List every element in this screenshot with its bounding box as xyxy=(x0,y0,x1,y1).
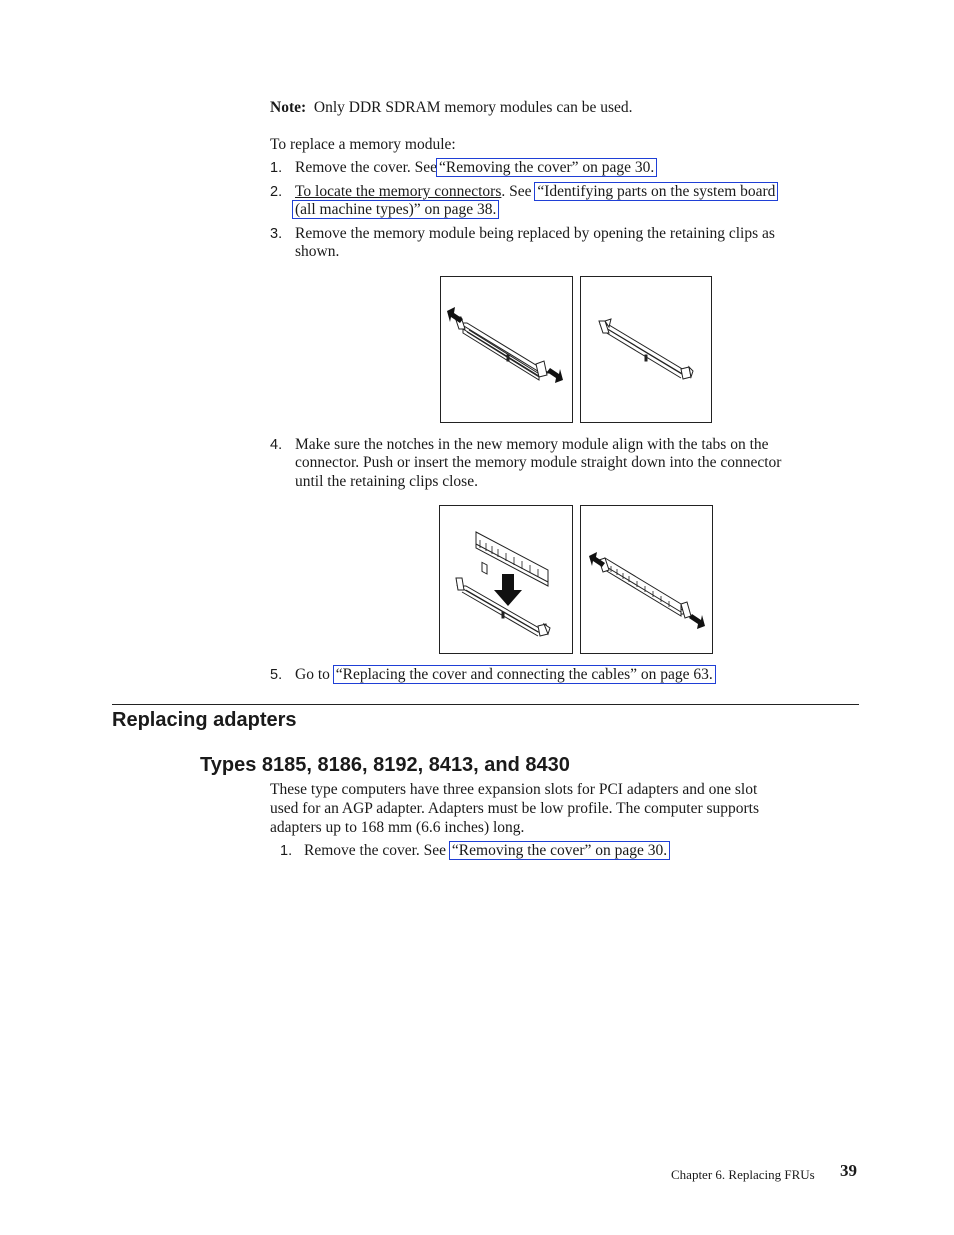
figure-open-clips-right xyxy=(580,276,712,423)
memory-module-seated-illustration xyxy=(581,506,712,653)
footer-chapter: Chapter 6. Replacing FRUs xyxy=(671,1167,815,1182)
adapter-removing-cover-link[interactable]: “Removing the cover” on page 30. xyxy=(451,842,668,859)
step-1-text: Remove the cover. See xyxy=(295,159,438,176)
adapters-paragraph-line1: These type computers have three expansion slots for PCI adapters and one slot xyxy=(270,781,758,798)
figure-insert-module-right xyxy=(580,505,713,654)
figure-insert-module-left xyxy=(439,505,573,654)
intro-text: To replace a memory module: xyxy=(270,136,456,153)
replacing-cover-link[interactable]: “Replacing the cover and connecting the cables” on page 63. xyxy=(335,666,713,683)
step-3-line1: Remove the memory module being replaced by opening the retaining clips as xyxy=(295,225,775,242)
step-2-link-continued xyxy=(293,201,498,219)
step-2 xyxy=(295,183,777,201)
memory-module-insert-illustration xyxy=(440,506,572,653)
step-2-number: 2. xyxy=(270,184,283,200)
adapter-step-1-text: Remove the cover. See xyxy=(304,842,447,859)
step-4-line1: Make sure the notches in the new memory module align with the tabs on the xyxy=(295,436,769,453)
adapter-step-1-number: 1. xyxy=(280,843,293,859)
step-4-line3: until the retaining clips close. xyxy=(295,473,478,490)
page-number: 39 xyxy=(840,1161,857,1180)
step-2-text-after: . See xyxy=(501,183,532,200)
step-5 xyxy=(295,666,715,684)
step-3-line2: shown. xyxy=(295,243,340,260)
step-4-line2: connector. Push or insert the memory module straight down into the connector xyxy=(295,454,782,471)
adapter-step-1 xyxy=(304,842,669,860)
removing-cover-link[interactable]: “Removing the cover” on page 30. xyxy=(439,159,655,176)
step-2-text: To locate the memory connectors xyxy=(295,183,502,200)
figure-open-clips-left xyxy=(440,276,573,423)
note xyxy=(270,99,633,117)
memory-connector-clips-open-illustration xyxy=(581,277,711,422)
identifying-parts-link-line2[interactable]: (all machine types)” on page 38. xyxy=(295,201,497,218)
section-divider xyxy=(112,704,859,705)
adapters-paragraph-line3: adapters up to 168 mm (6.6 inches) long. xyxy=(270,819,525,836)
step-3-number: 3. xyxy=(270,226,283,242)
adapters-paragraph-line2: used for an AGP adapter. Adapters must be low profile. The computer supports xyxy=(270,800,760,817)
step-1 xyxy=(295,159,656,177)
identifying-parts-link[interactable]: “Identifying parts on the system board xyxy=(537,183,776,200)
subsection-heading: Types 8185, 8186, 8192, 8413, and 8430 xyxy=(200,754,570,776)
note-text: Only DDR SDRAM memory modules can be used. xyxy=(313,99,633,116)
step-5-number: 5. xyxy=(270,667,283,683)
step-4-number: 4. xyxy=(270,437,283,453)
step-5-text: Go to xyxy=(295,666,330,683)
step-1-number: 1. xyxy=(270,160,283,176)
section-heading: Replacing adapters xyxy=(112,709,297,731)
memory-connector-open-illustration xyxy=(441,277,572,422)
note-label: Note: xyxy=(270,99,307,116)
